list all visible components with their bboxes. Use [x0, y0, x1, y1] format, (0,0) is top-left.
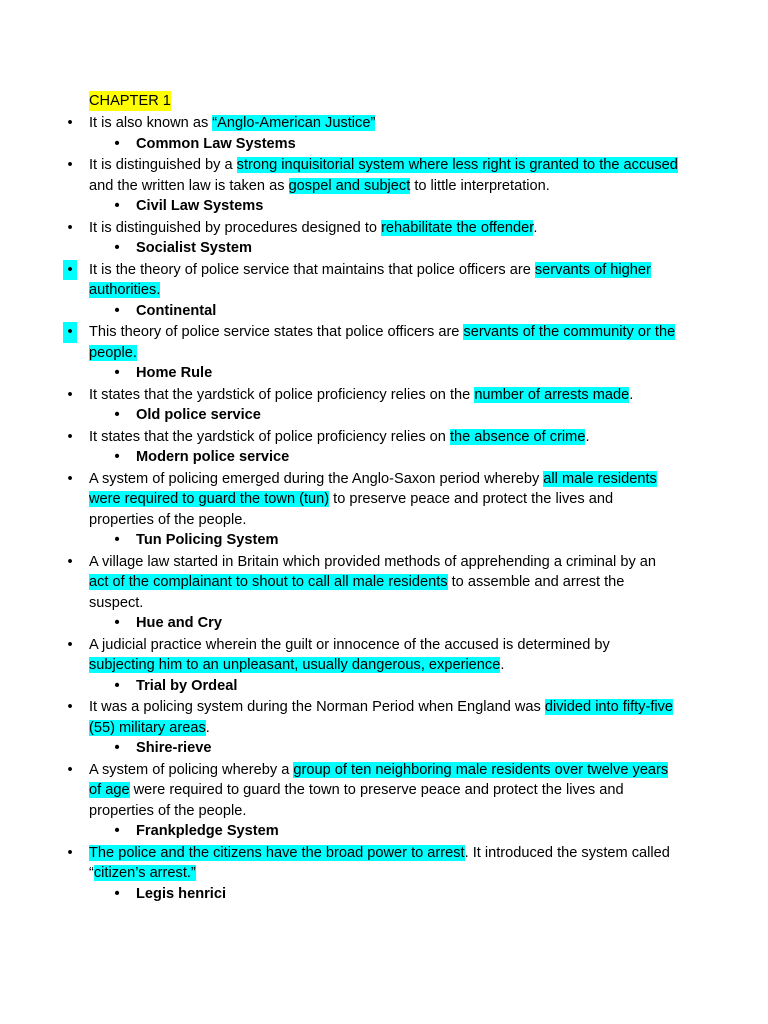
question-text: A judicial practice wherein the guilt or innocence of the accused is determined by [89, 636, 610, 653]
answer-item [0, 676, 768, 698]
bullet-icon: • [67, 553, 73, 570]
highlighted-text: servants of the community or the people. [89, 324, 676, 361]
answer-item [0, 613, 768, 635]
question-item [0, 469, 679, 531]
answer-item [0, 196, 768, 218]
highlighted-text: divided into fifty-five (55) military areas [89, 699, 674, 736]
answer-text: Home Rule [136, 365, 213, 381]
bullet-icon: • [114, 823, 120, 839]
highlighted-text: subjecting him to an unpleasant, usually dangerous, experience [89, 657, 501, 673]
bullet-icon: • [114, 365, 120, 381]
highlighted-text: rehabilitate the offender [381, 219, 534, 236]
answer-text: Modern police service [136, 449, 290, 465]
bullet-icon: • [63, 322, 77, 343]
answer-item [0, 530, 768, 552]
highlighted-text: number of arrests made [474, 386, 630, 403]
question-item [0, 218, 679, 239]
answer-item [0, 405, 768, 427]
chapter-heading: CHAPTER 1 [89, 93, 171, 109]
answer-text: Civil Law Systems [136, 198, 264, 214]
bullet-icon: • [67, 699, 73, 715]
question-item [0, 322, 679, 363]
bullet-icon: • [114, 302, 120, 319]
question-item [0, 760, 679, 822]
bullet-icon: • [114, 532, 120, 548]
question-text: . [585, 428, 590, 445]
bullet-icon: • [67, 761, 73, 778]
question-text: to preserve peace and protect the lives and properties of the people. [89, 491, 614, 528]
question-text: It is distinguished by procedures designed to [89, 219, 382, 236]
question-text: It is distinguished by a [89, 157, 237, 173]
bullet-icon: • [67, 386, 73, 403]
highlighted-text: all male residents were required to guard the town (tun) [89, 470, 657, 507]
highlighted-text: act of the complainant to shout to call all male residents [89, 574, 448, 590]
question-text: . It introduced the system called “ [89, 844, 670, 881]
answer-text: Continental [136, 302, 217, 319]
entry-list [0, 113, 768, 905]
question-item [0, 113, 679, 134]
bullet-icon: • [67, 219, 73, 236]
answer-item [0, 821, 768, 843]
answer-text: Old police service [136, 407, 261, 423]
answer-item [0, 447, 768, 469]
question-text: to little interpretation. [410, 177, 550, 194]
question-text: It states that the yardstick of police proficiency relies on the [89, 386, 475, 403]
bullet-icon: • [114, 198, 120, 214]
bullet-icon: • [114, 135, 120, 152]
question-text: This theory of police service states that police officers are [89, 324, 464, 340]
question-item [0, 385, 679, 406]
question-item [0, 635, 679, 676]
question-text: and the written law is taken as [89, 177, 289, 194]
question-item [0, 697, 679, 738]
answer-text: Common Law Systems [136, 135, 296, 152]
question-text: . [629, 386, 634, 403]
answer-text: Legis henrici [136, 885, 227, 902]
answer-item [0, 884, 768, 906]
answer-item [0, 301, 768, 323]
highlighted-text: strong inquisitorial system where less right is granted to the accused [236, 157, 678, 173]
bullet-icon: • [67, 636, 73, 653]
highlighted-text: “Anglo-American Justice” [212, 115, 376, 131]
bullet-icon: • [63, 260, 77, 281]
highlighted-text: group of ten neighboring male residents over twelve years of age [89, 761, 669, 798]
bullet-icon: • [114, 677, 120, 694]
question-item [0, 552, 679, 614]
question-text: It is the theory of police service that maintains that police officers are [89, 261, 535, 278]
bullet-icon: • [114, 885, 120, 902]
question-text: It states that the yardstick of police proficiency relies on [89, 428, 450, 445]
answer-text: Socialist System [136, 240, 252, 256]
bullet-icon: • [67, 844, 73, 861]
answer-text: Frankpledge System [136, 823, 279, 839]
answer-text: Trial by Ordeal [136, 677, 238, 694]
question-item [0, 155, 679, 196]
bullet-icon: • [114, 407, 120, 423]
bullet-icon: • [67, 157, 73, 173]
question-text: to assemble and arrest the suspect. [89, 574, 625, 611]
bullet-icon: • [114, 240, 120, 256]
question-text: A village law started in Britain which provided methods of apprehending a criminal by an [89, 553, 657, 570]
question-text: It is also known as [89, 115, 213, 131]
highlighted-text: gospel and subject [288, 177, 411, 194]
highlighted-text: servants of higher authorities. [89, 261, 651, 298]
bullet-icon: • [67, 115, 73, 131]
answer-item [0, 738, 768, 760]
bullet-icon: • [114, 449, 120, 465]
answer-item [0, 238, 768, 260]
question-item [0, 260, 679, 301]
question-text: . [205, 719, 210, 736]
highlighted-text: The police and the citizens have the broad power to arrest [89, 844, 465, 861]
question-text: A system of policing emerged during the Anglo-Saxon period whereby [89, 470, 544, 487]
question-text: It was a policing system during the Norman Period when England was [89, 699, 545, 715]
question-item [0, 843, 679, 884]
answer-text: Tun Policing System [136, 532, 279, 548]
question-text: . [533, 219, 538, 236]
answer-text: Shire-rieve [136, 740, 212, 756]
highlighted-text: citizen’s arrest.” [93, 865, 196, 881]
bullet-icon: • [67, 470, 73, 487]
answer-text: Hue and Cry [136, 615, 222, 631]
bullet-icon: • [114, 740, 120, 756]
question-item [0, 427, 679, 448]
answer-item [0, 363, 768, 385]
answer-item [0, 134, 768, 156]
question-text: were required to guard the town to preserve peace and protect the lives and properties of the people. [89, 782, 624, 819]
highlighted-text: the absence of crime [449, 428, 586, 445]
bullet-icon: • [67, 428, 73, 445]
question-text: . [500, 657, 505, 673]
bullet-icon: • [114, 615, 120, 631]
question-text: A system of policing whereby a [89, 761, 294, 778]
